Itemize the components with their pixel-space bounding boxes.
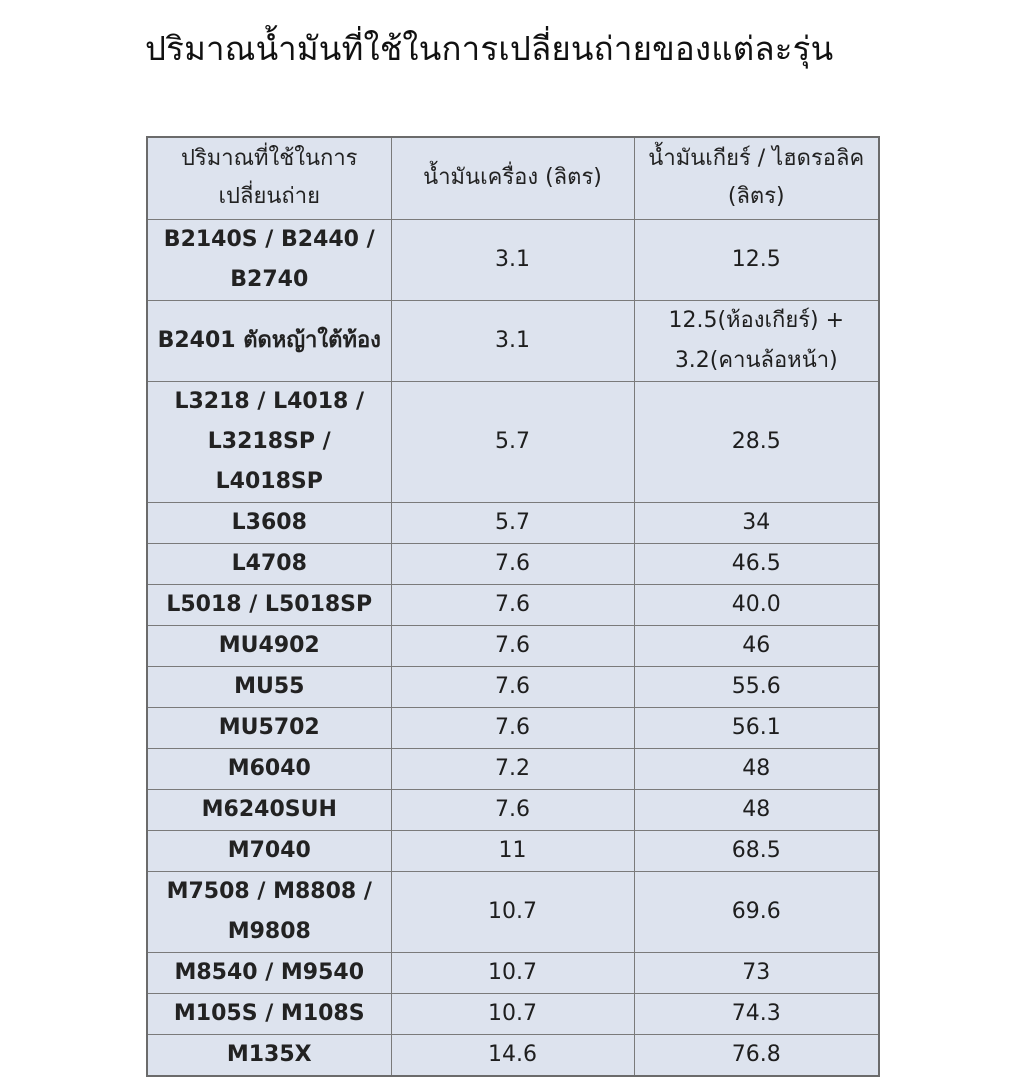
model-cell: MU4902: [147, 625, 391, 666]
table-row: [147, 952, 879, 993]
model-cell: MU55: [147, 666, 391, 707]
oil-capacity-table: [146, 136, 880, 1077]
table-row: [147, 584, 879, 625]
header-model: ปริมาณที่ใช้ในการเปลี่ยนถ่าย: [147, 137, 391, 219]
engine-oil-cell: 3.1: [391, 219, 634, 300]
model-cell: M7508 / M8808 / M9808: [147, 871, 391, 952]
table-row: [147, 707, 879, 748]
model-cell: M105S / M108S: [147, 993, 391, 1034]
model-cell: B2140S / B2440 / B2740: [147, 219, 391, 300]
engine-oil-cell: 10.7: [391, 993, 634, 1034]
model-cell: L4708: [147, 543, 391, 584]
gear-oil-cell: 74.3: [634, 993, 879, 1034]
engine-oil-cell: 7.6: [391, 584, 634, 625]
engine-oil-cell: 11: [391, 830, 634, 871]
table-row: [147, 830, 879, 871]
gear-oil-cell: 76.8: [634, 1034, 879, 1076]
table-row: [147, 871, 879, 952]
engine-oil-cell: 7.6: [391, 707, 634, 748]
gear-oil-cell: 12.5: [634, 219, 879, 300]
model-cell: L5018 / L5018SP: [147, 584, 391, 625]
engine-oil-cell: 10.7: [391, 952, 634, 993]
gear-oil-cell: 48: [634, 748, 879, 789]
gear-oil-cell: 46: [634, 625, 879, 666]
gear-oil-cell: 69.6: [634, 871, 879, 952]
table-row: [147, 502, 879, 543]
table-row: [147, 625, 879, 666]
table-row: [147, 666, 879, 707]
model-cell: L3218 / L4018 / L3218SP / L4018SP: [147, 381, 391, 502]
gear-oil-cell: 12.5(ห้องเกียร์) + 3.2(คานล้อหน้า): [634, 300, 879, 381]
gear-oil-cell: 56.1: [634, 707, 879, 748]
engine-oil-cell: 7.2: [391, 748, 634, 789]
page-title: ปริมาณน้ำมันที่ใช้ในการเปลี่ยนถ่ายของแต่ละรุ่น: [145, 29, 834, 68]
engine-oil-cell: 7.6: [391, 543, 634, 584]
table-row: [147, 381, 879, 502]
header-gear-oil: น้ำมันเกียร์ / ไฮดรอลิค (ลิตร): [634, 137, 879, 219]
model-cell: M6240SUH: [147, 789, 391, 830]
table-row: [147, 748, 879, 789]
gear-oil-cell: 55.6: [634, 666, 879, 707]
engine-oil-cell: 5.7: [391, 502, 634, 543]
gear-oil-cell: 28.5: [634, 381, 879, 502]
engine-oil-cell: 7.6: [391, 789, 634, 830]
model-cell: B2401 ตัดหญ้าใต้ท้อง: [147, 300, 391, 381]
table-row: [147, 300, 879, 381]
table-row: [147, 993, 879, 1034]
gear-oil-cell: 48: [634, 789, 879, 830]
model-cell: MU5702: [147, 707, 391, 748]
model-cell: M8540 / M9540: [147, 952, 391, 993]
table-row: [147, 219, 879, 300]
model-cell: M135X: [147, 1034, 391, 1076]
engine-oil-cell: 5.7: [391, 381, 634, 502]
model-cell: M7040: [147, 830, 391, 871]
gear-oil-cell: 68.5: [634, 830, 879, 871]
gear-oil-cell: 46.5: [634, 543, 879, 584]
engine-oil-cell: 10.7: [391, 871, 634, 952]
engine-oil-cell: 7.6: [391, 625, 634, 666]
oil-capacity-table-container: [146, 136, 878, 1077]
gear-oil-cell: 34: [634, 502, 879, 543]
model-cell: L3608: [147, 502, 391, 543]
table-row: [147, 789, 879, 830]
engine-oil-cell: 14.6: [391, 1034, 634, 1076]
model-cell: M6040: [147, 748, 391, 789]
table-row: [147, 543, 879, 584]
gear-oil-cell: 73: [634, 952, 879, 993]
engine-oil-cell: 7.6: [391, 666, 634, 707]
header-engine-oil: น้ำมันเครื่อง (ลิตร): [391, 137, 634, 219]
table-row: [147, 1034, 879, 1076]
engine-oil-cell: 3.1: [391, 300, 634, 381]
table-header-row: [147, 137, 879, 219]
gear-oil-cell: 40.0: [634, 584, 879, 625]
